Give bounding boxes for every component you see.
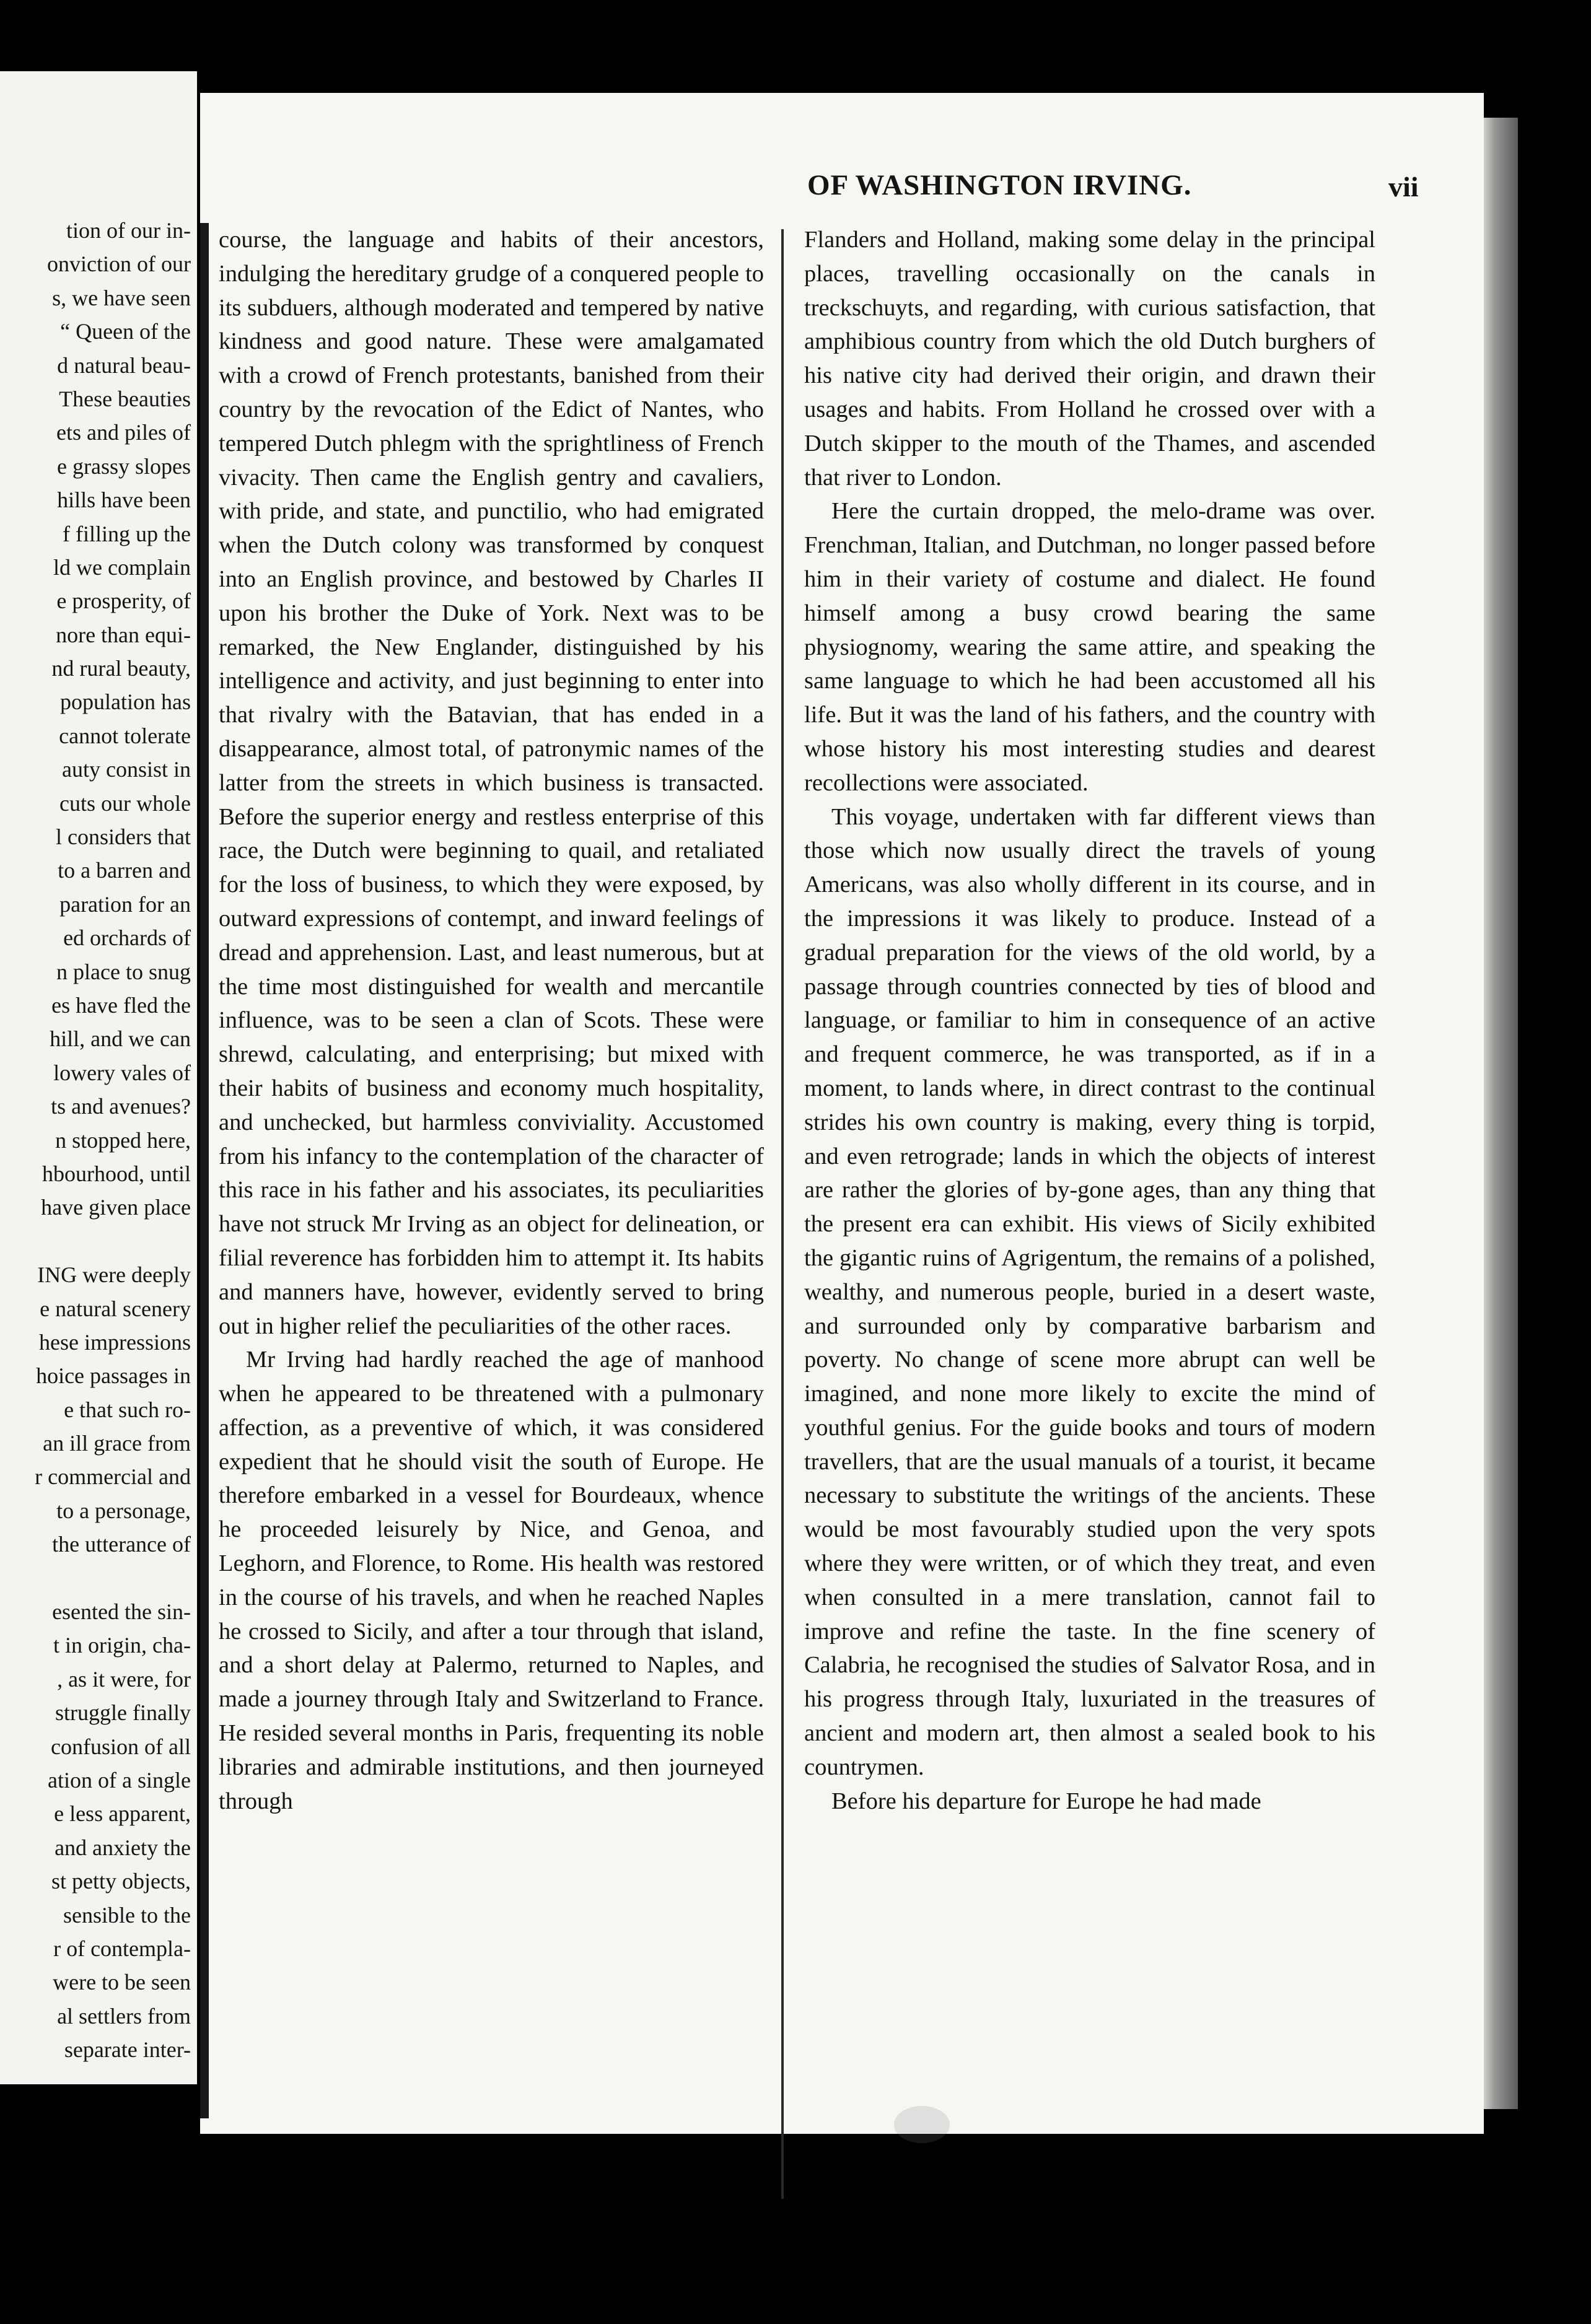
left-fragment-line: n place to snug: [56, 959, 191, 984]
left-fragment-line: ld we complain: [53, 554, 191, 580]
page-number: vii: [1388, 171, 1419, 203]
left-fragment-line: es have fled the: [51, 992, 191, 1018]
left-fragment-line: hbourhood, until: [42, 1161, 191, 1186]
left-fragment-line: nd rural beauty,: [51, 656, 191, 681]
left-fragment-line: an ill grace from: [43, 1431, 191, 1456]
left-fragment-line: n stopped here,: [55, 1127, 191, 1153]
left-page-fragment: [0, 71, 197, 2084]
left-fragment-line: ING were deeply: [37, 1262, 191, 1288]
paragraph: Here the curtain dropped, the melo-drame was over. Frenchman, Italian, and Dutchman, no longer passed before him in their variety of costume and dialect. He found himself among a busy crowd bearing the same physiognomy, wearing the same attire, and speaking the same language to which he had been accustomed all his life. But it was the land of his fathers, and the country with whose history his most interesting studies and dearest recollections were associated.: [804, 498, 1375, 796]
left-fragment-line: r commercial and: [35, 1464, 191, 1490]
left-fragment-line: onviction of our: [47, 251, 191, 277]
left-fragment-line: “ Queen of the: [60, 319, 191, 344]
paragraph: This voyage, undertaken with far different views than those which now usually direct the travels of young Americans, was also wholly different in its course, and in the impressions it was likely to produce. Instead of a gradual preparation for the views of the old world, by a passage through countries connected by ties of blood and language, or familiar to him in consequence of an active and frequent commerce, he was transported, as if in a moment, to lands where, in direct contrast to the continual strides his own country is making, every thing is torpid, and even retrograde; lands in which the objects of interest are rather the glories of by-gone ages, than any thing that the present era can exhibit. His views of Sicily exhibited the gigantic ruins of Agrigentum, the remains of a polished, wealthy, and numerous people, buried in a desert waste, and surrounded only by comparative barbarism and poverty. No change of scene more abrupt can well be imagined, and none more likely to excite the mind of youthful genius. For the guide books and tours of modern travellers, that are the usual manuals of a tourist, it became necessary to substitute the writings of the ancients. These would be most favourably studied upon the very spots where they were written, or of which they treat, and even when consulted in a mere translation, cannot fail to improve and refine the taste. In the fine scenery of Calabria, he recognised the studies of Salvator Rosa, and in his progress through Italy, luxuriated in the treasures of ancient and modern art, then almost a sealed book to his countrymen.: [804, 803, 1375, 1780]
left-fragment-line: ets and piles of: [56, 420, 191, 445]
left-fragment-line: the utterance of: [52, 1532, 191, 1557]
left-fragment-line: to a personage,: [56, 1498, 191, 1523]
left-fragment-line: to a barren and: [58, 858, 191, 883]
paragraph: course, the language and habits of their ancestors, indulging the hereditary grudge of a conquered people to its subduers, although moderated and tempered by native kindness and good nature. These were amalgamated with a crowd of French protestants, banished from their country by the revocation of the Edict of Nantes, who tempered Dutch phlegm with the sprightliness of French vivacity. Then came the English gentry and cavaliers, with pride, and state, and punctilio, who had emigrated when the Dutch colony was transformed by conquest into an English province, and bestowed by Charles II upon his brother the Duke of York. Next was to be remarked, the New Englander, distinguished by his intelligence and activity, and just beginning to enter into that rivalry with the Batavian, that has ended in a disappearance, almost total, of patronymic names of the latter from the streets in which business is transacted. Before the superior energy and restless enterprise of this race, the Dutch were beginning to quail, and retaliated for the loss of business, to which they were exposed, by outward expressions of contempt, and inward feelings of dread and apprehension. Last, and least numerous, but at the time most distinguished for wealth and mercantile influence, was to be seen a clan of Scots. These were shrewd, calculating, and enterprising; but mixed with their habits of business and economy much hospitality, and unchecked, but harmless conviviality. Accustomed from his infancy to the contemplation of the character of this race in his father and his associates, its peculiarities have not struck Mr Irving as an object for delineation, or filial reverence has forbidden him to attempt it. Its habits and manners have, however, evidently served to bring out in higher relief the peculiarities of the other races.: [219, 227, 764, 1339]
left-fragment-line: st petty objects,: [51, 1869, 191, 1894]
left-fragment-line: ed orchards of: [63, 925, 191, 951]
left-fragment-line: population has: [60, 689, 191, 715]
spine-shadow: [200, 223, 209, 2118]
left-fragment-line: [5, 1225, 191, 1258]
left-fragment-line: hese impressions: [39, 1329, 191, 1355]
left-fragment-line: [5, 1562, 191, 1595]
left-fragment-line: f filling up the: [63, 521, 191, 546]
left-fragment-line: lowery vales of: [53, 1060, 191, 1085]
left-fragment-line: tion of our in-: [66, 218, 191, 243]
text-column-right: [804, 223, 1375, 1818]
left-fragment-line: separate inter-: [64, 2037, 191, 2063]
paragraph: Before his departure for Europe he had made: [831, 1788, 1261, 1814]
left-fragment-line: e prosperity, of: [56, 588, 191, 614]
left-fragment-line: s, we have seen: [52, 285, 191, 310]
left-fragment-line: cannot tolerate: [59, 723, 191, 748]
left-fragment-line: have given place: [41, 1195, 191, 1220]
left-fragment-line: cuts our whole: [59, 790, 191, 816]
paragraph: Flanders and Holland, making some delay in the principal places, travelling occasionally on the canals in treckschuyts, and regarding, with curious satisfaction, that amphibious country from which the old Dutch burghers of his native city had derived their origin, and drawn their usages and habits. From Holland he crossed over with a Dutch skipper to the mouth of the Thames, and ascended that river to London.: [804, 227, 1375, 491]
left-fragment-line: confusion of all: [51, 1734, 191, 1759]
left-fragment-line: e natural scenery: [40, 1296, 191, 1321]
left-fragment-line: hills have been: [57, 487, 191, 513]
running-title: OF WASHINGTON IRVING.: [807, 169, 1192, 201]
left-fragment-line: , as it were, for: [57, 1666, 191, 1692]
left-fragment-line: e that such ro-: [64, 1397, 191, 1422]
left-fragment-line: esented the sin-: [52, 1599, 191, 1625]
left-fragment-line: al settlers from: [57, 2003, 191, 2029]
left-fragment-line: and anxiety the: [55, 1835, 191, 1860]
page-edges: [1484, 118, 1518, 2109]
left-fragment-line: These beauties: [59, 386, 191, 411]
left-fragment-line: ation of a single: [48, 1767, 191, 1793]
left-fragment-line: ts and avenues?: [51, 1094, 191, 1119]
paragraph: Mr Irving had hardly reached the age of manhood when he appeared to be threatened with a pulmonary affection, as a preventive of which, it was considered expedient that he should visit the south of Europe. He therefore embarked in a vessel for Bourdeaux, whence he proceeded leisurely by Nice, and Genoa, and Leghorn, and Florence, to Rome. His health was restored in the course of his travels, and when he reached Naples he crossed to Sicily, and after a tour through that island, and a short delay at Palermo, returned to Naples, and made a journey through Italy and Switzerland to France. He resided several months in Paris, frequenting its noble libraries and admirable institutions, and then journeyed through: [219, 1347, 764, 1814]
left-fragment-line: e grassy slopes: [57, 453, 191, 479]
left-fragment-line: t in origin, cha-: [53, 1633, 191, 1658]
ink-smudge: [894, 2106, 950, 2143]
left-fragment-line: sensible to the: [63, 1902, 191, 1928]
left-fragment-line: l considers that: [56, 824, 191, 850]
text-column-left: [219, 223, 764, 1818]
left-fragment-line: hill, and we can: [50, 1026, 191, 1052]
left-fragment-line: r of contempla-: [53, 1936, 191, 1961]
left-fragment-line: were to be seen: [53, 1970, 191, 1995]
left-fragment-line: e less apparent,: [54, 1801, 191, 1827]
left-fragment-line: paration for an: [59, 891, 191, 917]
left-fragment-line: nore than equi-: [56, 622, 191, 647]
left-fragment-line: hoice passages in: [36, 1363, 191, 1389]
right-page: [200, 93, 1484, 2134]
left-fragment-line: d natural beau-: [57, 352, 191, 378]
column-rule: [781, 229, 784, 2199]
left-page-text: [5, 214, 191, 2066]
left-fragment-line: struggle finally: [55, 1700, 191, 1726]
left-fragment-line: auty consist in: [62, 757, 191, 782]
